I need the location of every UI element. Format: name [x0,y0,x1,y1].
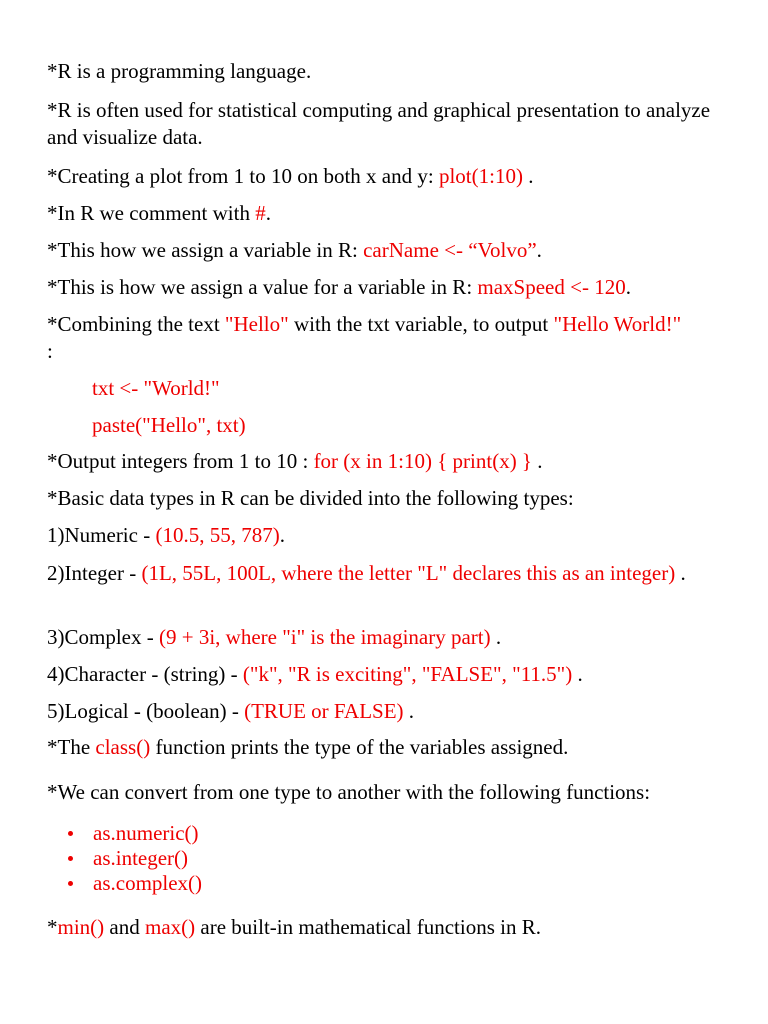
line-assign-variable [47,237,542,264]
line-type-numeric [47,522,285,549]
line-min-max [47,914,541,941]
text: . [279,523,285,547]
text: . [522,164,534,188]
code-line-txt [47,375,220,402]
code-snippet: (TRUE or FALSE) [244,699,404,723]
code-snippet: plot(1:10) [438,164,523,188]
text: . [265,201,271,225]
code-snippet: ("k", "R is exciting", "FALSE", "11.5") [242,662,573,686]
text: 3)Complex - [47,625,159,649]
text: *Combining the text [47,312,225,336]
text: *This is how we assign a value for a variable in R: [47,275,478,299]
line-data-types [47,485,574,512]
line-for-loop [47,448,543,475]
list-item [47,821,202,846]
text: *This how we assign a variable in R: [47,238,364,262]
code-snippet: carName <- “Volvo” [363,238,537,262]
code-snippet: # [255,201,266,225]
conversion-function-list [47,821,202,896]
bullet-icon [68,831,73,836]
text: 4)Character - (string) - [47,662,243,686]
text: *The [47,735,96,759]
code-snippet: "Hello World!" [553,312,682,336]
code-snippet: (1L, 55L, 100L, where the letter "L" declares this as an integer) [141,561,676,585]
code-snippet: class() [95,735,151,759]
text: function prints the type of the variables assigned. [150,735,569,759]
text: 5)Logical - (boolean) - [47,699,245,723]
code-snippet: as.integer() [93,846,189,870]
text: *In R we comment with [47,201,256,225]
line-type-logical [47,698,414,725]
text: . [532,449,543,473]
text: are built-in mathematical functions in R. [195,915,541,939]
line-type-character [47,661,583,688]
text: . [536,238,542,262]
code-snippet: maxSpeed <- 120 [477,275,626,299]
text: * [47,915,58,939]
text: . [572,662,583,686]
code-snippet: as.complex() [93,871,203,895]
text: 2)Integer - [47,561,142,585]
text: *R is often used for statistical computing and graphical presentation to analyze and visualize data. [47,98,711,149]
list-item [47,846,202,871]
text: and [104,915,145,939]
code-snippet: max() [144,915,196,939]
text: with the txt variable, to output [288,312,554,336]
line-plot [47,163,533,190]
bullet-icon [68,856,73,861]
code-snippet: txt <- "World!" [92,376,220,400]
line-type-integer [47,560,687,587]
line-class-function [47,734,568,761]
code-snippet: (10.5, 55, 787) [155,523,280,547]
text: *R is a programming language. [47,59,312,83]
line-r-language [47,58,311,85]
text: *Output integers from 1 to 10 : [47,449,314,473]
text: . [403,699,415,723]
line-convert [47,779,650,806]
text: . [625,275,631,299]
text: . [490,625,502,649]
code-snippet: min() [57,915,105,939]
code-snippet: as.numeric() [93,821,199,845]
list-item [47,871,202,896]
line-combine-text [47,311,687,365]
code-snippet: (9 + 3i, where "i" is the imaginary part) [158,625,491,649]
line-comment [47,200,271,227]
bullet-icon [68,881,73,886]
code-snippet: paste("Hello", txt) [92,413,246,437]
line-type-complex [47,624,501,651]
text: *Creating a plot from 1 to 10 on both x and y: [47,164,439,188]
text: *Basic data types in R can be divided into the following types: [47,486,574,510]
line-assign-value [47,274,631,301]
line-r-usage [47,97,727,151]
code-snippet: for (x in 1:10) { print(x) } [313,449,533,473]
text: 1)Numeric - [47,523,156,547]
text: *We can convert from one type to another with the following functions: [47,780,651,804]
code-snippet: "Hello" [224,312,289,336]
text: . [675,561,686,585]
text: : [47,339,53,363]
code-line-paste [47,412,246,439]
